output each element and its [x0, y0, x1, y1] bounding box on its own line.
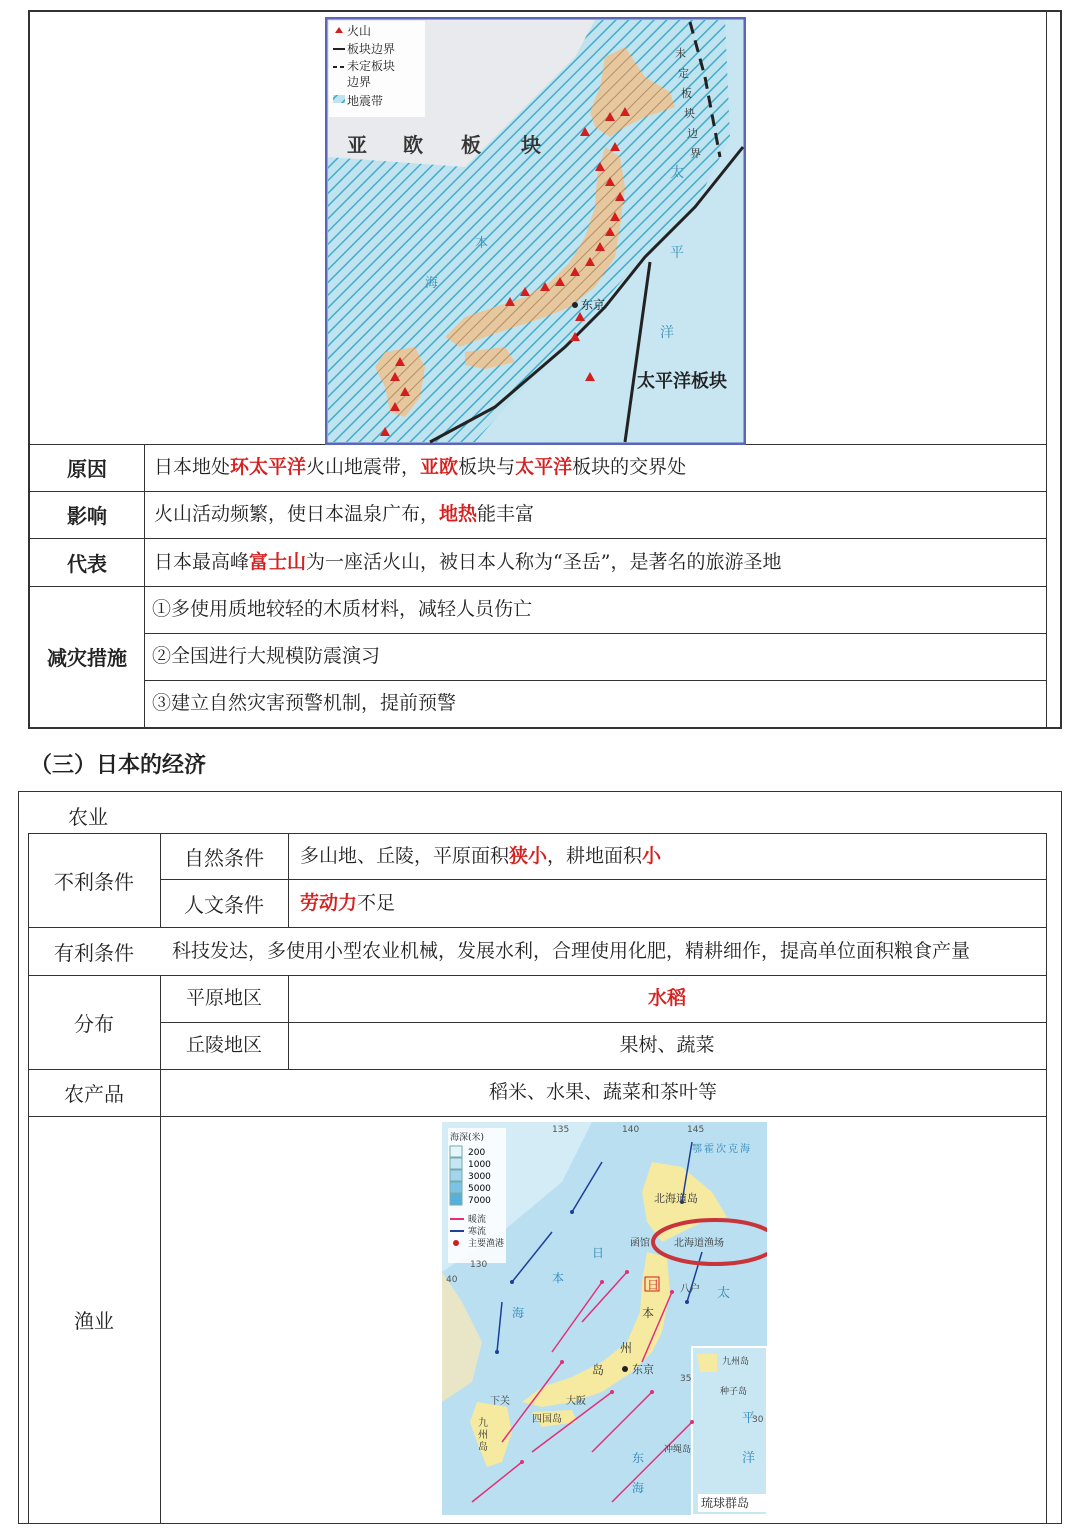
unfavorable-label: 不利条件 — [54, 869, 134, 894]
current-arrowhead — [670, 1290, 674, 1294]
hokkaido-label: 北海道岛 — [654, 1192, 698, 1205]
honshu-char-3: 岛 — [592, 1363, 605, 1377]
lon-130: 130 — [470, 1260, 488, 1270]
plain-value: 水稻 — [647, 987, 686, 1009]
current-arrowhead — [625, 1270, 629, 1274]
ocean-char-1: 太 — [670, 165, 684, 181]
current-arrowhead — [610, 1390, 614, 1394]
undetermined-char: 块 — [684, 107, 695, 120]
depth-swatch — [450, 1170, 462, 1181]
favorable-label: 有利条件 — [54, 940, 134, 965]
east-sea-2: 海 — [632, 1481, 645, 1495]
shikoku-label: 四国岛 — [532, 1414, 562, 1425]
measures-label: 减灾措施 — [47, 646, 127, 670]
depth-label: 1000 — [468, 1160, 491, 1170]
plain-label: 平原地区 — [185, 987, 262, 1009]
example-part: 为一座活火山，被日本人称为“圣岳”，是著名的旅游圣地 — [306, 550, 782, 573]
cause-label: 原因 — [67, 457, 107, 481]
distribution-label: 分布 — [74, 1011, 114, 1036]
osaka-label: 大阪 — [566, 1396, 586, 1407]
eurasia-char-4: 块 — [521, 133, 541, 157]
current-arrowhead — [560, 1360, 564, 1364]
current-arrowhead — [690, 1420, 694, 1424]
impact-part: 火山活动频繁，使日本温泉广布， — [154, 503, 440, 525]
legend-boundary: 边界 — [347, 75, 372, 89]
depth-swatch — [450, 1146, 462, 1157]
ocean-char-2: 平 — [670, 245, 684, 261]
cause-keyword: 亚欧 — [420, 456, 459, 478]
kyushu-char-2: 州 — [478, 1430, 488, 1441]
kyushu-inset-label: 九州岛 — [722, 1357, 750, 1367]
kyushu-char-1: 九 — [478, 1418, 488, 1429]
okhotsk-3: 次 — [716, 1144, 726, 1155]
japan-fishery-map — [442, 1122, 767, 1515]
legend-seismic-belt: 地震带 — [347, 94, 384, 108]
legend-warm: 暖流 — [468, 1215, 487, 1225]
okhotsk-2: 霍 — [704, 1144, 714, 1155]
human-label: 人文条件 — [184, 892, 264, 917]
hachinohe-label: 八户 — [680, 1284, 700, 1295]
impact-text — [154, 491, 534, 538]
cause-keyword: 太平洋 — [515, 456, 573, 478]
agriculture-heading: 农业 — [68, 805, 108, 829]
cause-text — [154, 444, 686, 491]
favorable-text: 科技发达，多使用小型农业机械，发展水利，合理使用化肥，精耕细作，提高单位面积粮食产量 — [172, 939, 971, 962]
legend-cold: 寒流 — [468, 1227, 487, 1237]
okinawa-label: 冲绳岛 — [664, 1445, 692, 1455]
natural-keyword: 小 — [642, 844, 662, 867]
depth-swatch — [450, 1194, 462, 1205]
pacific-plate-label: 太平洋板块 — [637, 371, 727, 392]
japan-char: 日 — [647, 1278, 660, 1292]
impact-keyword: 地热 — [439, 503, 478, 525]
hill-label: 丘陵地区 — [185, 1034, 262, 1056]
tokyo-label: 东京 — [581, 298, 606, 312]
measure-item-2: ②全国进行大规模防震演习 — [152, 645, 381, 667]
human-text — [300, 879, 395, 927]
hakodate-label: 函馆 — [630, 1238, 650, 1249]
cause-part: 日本地处 — [154, 456, 231, 478]
lon-145: 145 — [687, 1125, 705, 1135]
undetermined-char: 板 — [681, 87, 692, 100]
example-part: 日本最高峰 — [154, 550, 250, 573]
current-arrowhead — [520, 1460, 524, 1464]
eurasia-char-1: 亚 — [347, 133, 367, 157]
legend-volcano: 火山 — [347, 24, 372, 38]
impact-label: 影响 — [67, 504, 107, 528]
ryukyu-label: 琉球群岛 — [701, 1496, 750, 1510]
sea-char-2: 海 — [425, 276, 439, 291]
products-label: 农产品 — [64, 1082, 124, 1106]
legend-undetermined: 未定板块 — [347, 59, 396, 73]
current-arrowhead — [650, 1390, 654, 1394]
sea-japan-3: 海 — [512, 1306, 525, 1320]
undetermined-char: 边 — [687, 127, 698, 140]
natural-part: 多山地、丘陵，平原面积 — [300, 844, 510, 867]
legend-port: 主要渔港 — [468, 1239, 505, 1249]
sea-japan-1: 日 — [592, 1246, 605, 1260]
ocean-2: 平 — [742, 1411, 756, 1426]
current-arrowhead — [495, 1350, 499, 1354]
hill-value: 果树、蔬菜 — [619, 1034, 715, 1056]
undetermined-char: 定 — [678, 67, 689, 80]
depth-swatch — [450, 1158, 462, 1169]
eurasia-char-3: 板 — [461, 133, 481, 157]
section-title: （三）日本的经济 — [30, 753, 207, 778]
honshu-char-1: 本 — [642, 1306, 655, 1320]
ocean-3: 洋 — [742, 1451, 756, 1466]
east-sea-1: 东 — [632, 1451, 645, 1465]
natural-keyword: 狭小 — [509, 844, 548, 867]
products-value: 稻米、水果、蔬菜和茶叶等 — [488, 1081, 717, 1103]
natural-label: 自然条件 — [184, 845, 264, 870]
cause-part: 板块与 — [458, 456, 516, 478]
fishery-label: 渔业 — [74, 1309, 114, 1333]
current-arrowhead — [600, 1280, 604, 1284]
lon-140: 140 — [622, 1125, 640, 1135]
tokyo-label-2: 东京 — [632, 1363, 654, 1376]
japan-volcano-map — [325, 17, 746, 445]
tanegashima-label: 种子岛 — [720, 1387, 748, 1397]
natural-text — [300, 833, 661, 879]
ocean-char-3: 洋 — [660, 325, 674, 341]
eurasia-char-2: 欧 — [403, 133, 423, 157]
human-keyword: 劳动力 — [300, 891, 358, 914]
undetermined-char: 界 — [690, 147, 701, 160]
sea-char-1: 本 — [475, 236, 489, 251]
undetermined-char: 未 — [675, 47, 686, 60]
kyushu-char-3: 岛 — [478, 1442, 488, 1453]
okhotsk-4: 克 — [728, 1144, 738, 1155]
fishery-legend-title: 海深(米) — [450, 1133, 485, 1143]
honshu-char-2: 州 — [620, 1341, 633, 1355]
lon-135: 135 — [552, 1125, 570, 1135]
impact-part: 能丰富 — [477, 503, 535, 525]
measure-item-3: ③建立自然灾害预警机制，提前预警 — [152, 692, 457, 714]
shimonoseki-label: 下关 — [490, 1396, 510, 1407]
legend-plate-boundary: 板块边界 — [347, 42, 396, 56]
depth-label: 3000 — [468, 1172, 491, 1182]
okhotsk-5: 海 — [740, 1144, 750, 1155]
ocean-1: 太 — [717, 1286, 731, 1301]
sea-japan-2: 本 — [552, 1271, 565, 1285]
depth-swatch — [450, 1182, 462, 1193]
current-arrowhead — [570, 1210, 574, 1214]
depth-label: 7000 — [468, 1196, 491, 1206]
table-disaster — [28, 10, 1062, 729]
example-keyword: 富士山 — [249, 550, 307, 573]
measure-item-1: ①多使用质地较轻的木质材料，减轻人员伤亡 — [152, 598, 533, 620]
table-economy — [18, 791, 1062, 1524]
cause-part: 板块的交界处 — [572, 456, 687, 478]
cause-part: 火山地震带， — [306, 456, 421, 478]
current-arrowhead — [510, 1280, 514, 1284]
current-arrowhead — [685, 1300, 689, 1304]
depth-label: 200 — [468, 1148, 486, 1158]
cause-keyword: 环太平洋 — [230, 456, 307, 478]
depth-label: 5000 — [468, 1184, 491, 1194]
okhotsk-1: 鄂 — [692, 1144, 702, 1155]
lat-40: 40 — [446, 1275, 458, 1285]
lat-30: 30 — [752, 1415, 764, 1425]
natural-part: ，耕地面积 — [547, 844, 643, 867]
lat-35: 35 — [680, 1374, 692, 1384]
example-text — [154, 538, 781, 586]
fishing-ground-label: 北海道渔场 — [674, 1238, 724, 1249]
human-part: 不足 — [357, 891, 396, 914]
example-label: 代表 — [67, 551, 107, 576]
